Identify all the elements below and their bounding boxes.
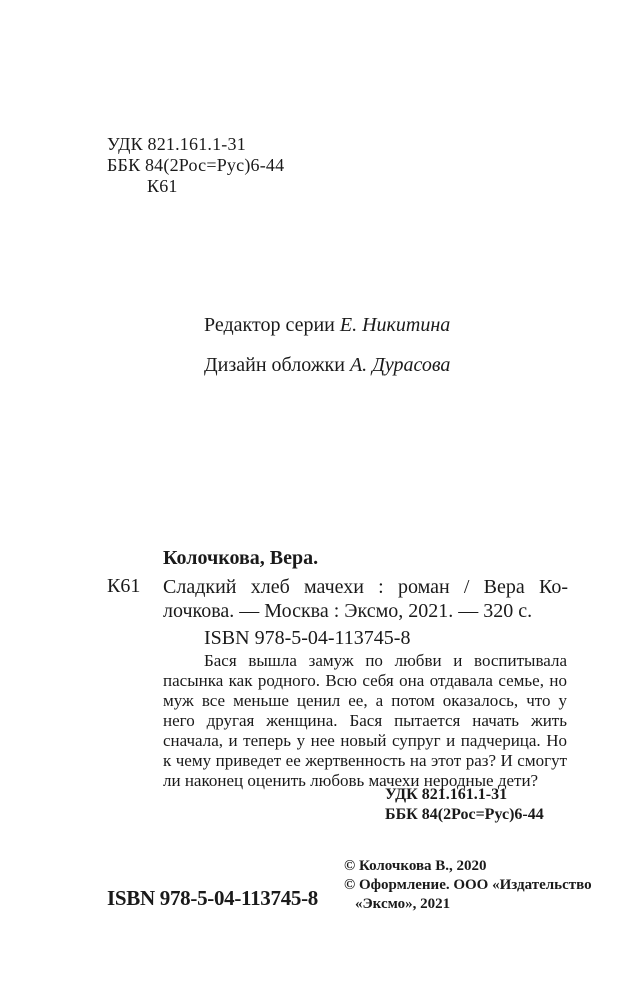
series-editor-name: Е. Никитина xyxy=(339,314,451,336)
isbn-bottom: ISBN 978-5-04-113745-8 xyxy=(107,886,318,910)
bibliographic-description-line-2: лочкова. — Москва : Эксмо, 2021. — 320 с. xyxy=(163,600,533,622)
cover-design-name: А. Дурасова xyxy=(349,354,451,376)
cover-design-credit xyxy=(204,354,450,377)
author-mark: К61 xyxy=(147,176,178,196)
bbk-code: ББК 84(2Рос=Рус)6-44 xyxy=(107,155,285,175)
catalog-bbk-code: ББК 84(2Рос=Рус)6-44 xyxy=(385,806,544,823)
cover-design-label: Дизайн обложки xyxy=(204,354,345,376)
series-editor-credit xyxy=(204,314,450,337)
catalog-udk-code: УДК 821.161.1-31 xyxy=(385,786,508,803)
series-editor-label: Редактор серии xyxy=(204,314,335,336)
copyright-design-line-1: © Оформление. ООО «Издательство xyxy=(344,877,592,893)
annotation-text: Бася вышла замуж по любви и воспитывала пасынка как родного. Всю себя она отдавала семье, но муж все меньше ценил ее, а потом оказалось, что у него другая женщина. Бася пытается начать жить сначала, и теперь у нее новый супруг и падчерица. Но к чему приведет ее жертвенность на этот раз? И смогут ли наконец оценить любовь мачехи неродные дети? xyxy=(163,651,567,790)
book-annotation xyxy=(163,651,567,791)
copyright-design-line-2: «Эксмо», 2021 xyxy=(355,896,451,912)
udk-code: УДК 821.161.1-31 xyxy=(107,134,246,154)
catalog-isbn: ISBN 978-5-04-113745-8 xyxy=(204,627,411,649)
copyright-author: © Колочкова В., 2020 xyxy=(344,858,487,874)
catalog-author-heading: Колочкова, Вера. xyxy=(163,547,319,569)
catalog-author-mark: К61 xyxy=(107,575,141,597)
bibliographic-description-line-1: Сладкий хлеб мачехи : роман / Вера Ко- xyxy=(163,576,568,598)
